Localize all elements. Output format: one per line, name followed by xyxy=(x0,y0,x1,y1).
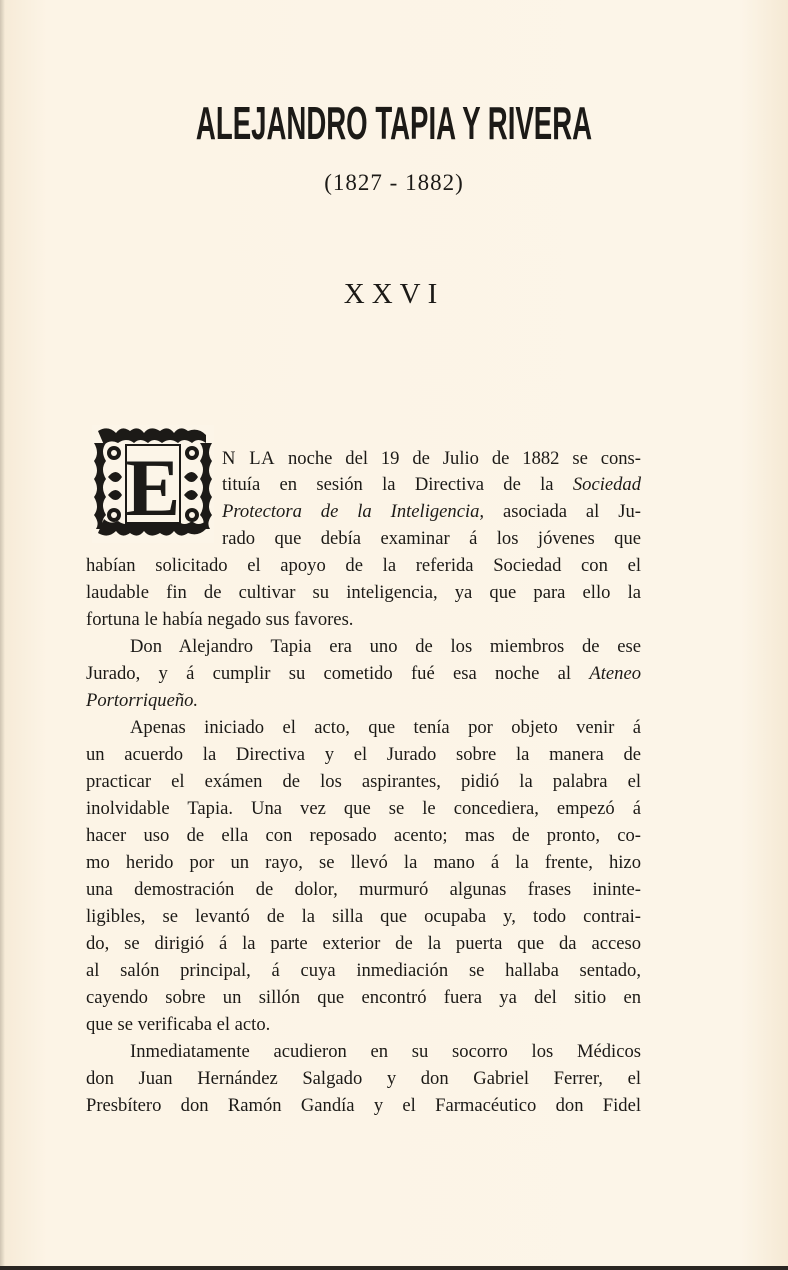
text-line: rado que debía examinar á los jóvenes que xyxy=(222,528,641,549)
drop-cap-letter: E xyxy=(125,442,181,533)
text-line: don Juan Hernández Salgado y don Gabriel Ferrer, el xyxy=(86,1068,641,1089)
chapter-number: XXVI xyxy=(343,278,445,310)
text-line: tituía en sesión la Directiva de la Sociedad xyxy=(222,474,641,495)
text-line: al salón principal, á cuya inmediación se hallaba sentado, xyxy=(86,960,641,981)
text-line: practicar el exámen de los aspirantes, pidió la palabra el xyxy=(86,771,641,792)
text-line: mo herido por un rayo, se llevó la mano á la frente, hizo xyxy=(86,852,641,873)
text-line: habían solicitado el apoyo de la referida Sociedad con el xyxy=(86,555,641,576)
text-line: cayendo sobre un sillón que encontró fuera ya del sitio en xyxy=(86,987,641,1008)
life-dates: (1827 - 1882) xyxy=(324,170,464,195)
text-line: Jurado, y á cumplir su cometido fué esa noche al Ateneo xyxy=(86,663,641,684)
text-line: Portorriqueño. xyxy=(86,690,199,711)
text-line: Protectora de la Inteligencia, asociada al Ju- xyxy=(222,501,641,522)
text-line: do, se dirigió á la parte exterior de la puerta que da acceso xyxy=(86,933,641,954)
text-line: Don Alejandro Tapia era uno de los miembros de ese xyxy=(130,636,641,657)
ornamental-drop-cap xyxy=(90,423,216,545)
text-line: un acuerdo la Directiva y el Jurado sobre la manera de xyxy=(86,744,641,765)
text-line: N LA noche del 19 de Julio de 1882 se cons- xyxy=(222,448,641,469)
page-bottom-edge xyxy=(0,1266,788,1270)
text-line: laudable fin de cultivar su inteligencia, ya que para ello la xyxy=(86,582,641,603)
text-line: Presbítero don Ramón Gandía y el Farmacéutico don Fidel xyxy=(86,1095,641,1116)
text-line: hacer uso de ella con reposado acento; mas de pronto, co- xyxy=(86,825,641,846)
page-title: ALEJANDRO TAPIA Y RIVERA xyxy=(195,97,593,149)
text-line: Inmediatamente acudieron en su socorro los Médicos xyxy=(130,1041,641,1062)
text-line: que se verificaba el acto. xyxy=(86,1014,271,1035)
text-line: Apenas iniciado el acto, que tenía por objeto venir á xyxy=(130,717,641,738)
text-line: una demostración de dolor, murmuró algunas frases ininte- xyxy=(86,879,641,900)
text-line: fortuna le había negado sus favores. xyxy=(86,609,354,630)
text-line: ligibles, se levantó de la silla que ocupaba y, todo contrai- xyxy=(86,906,641,927)
text-line: inolvidable Tapia. Una vez que se le concediera, empezó á xyxy=(86,798,641,819)
